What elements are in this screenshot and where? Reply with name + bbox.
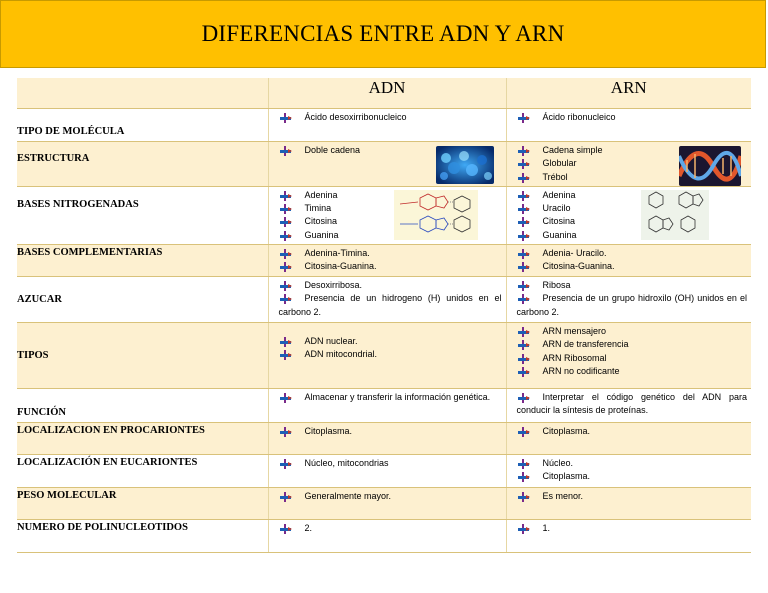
table-row xyxy=(17,186,751,244)
adn-cell xyxy=(268,389,506,423)
dna-base-pairs-diagram xyxy=(394,190,478,240)
bullet-icon xyxy=(279,459,291,469)
bullet-icon xyxy=(517,294,529,304)
list-item: Adenina-Timina. xyxy=(279,247,502,260)
bullet-icon xyxy=(517,472,529,482)
row-label: ESTRUCTURA xyxy=(17,142,268,187)
list-item: ARN Ribosomal xyxy=(517,352,748,365)
row-label: NUMERO DE POLINUCLEOTIDOS xyxy=(17,520,268,553)
list-item: ARN de transferencia xyxy=(517,338,748,351)
row-label: FUNCIÓN xyxy=(17,389,268,423)
list-item: Generalmente mayor. xyxy=(279,490,502,503)
list-item: Ribosa xyxy=(517,279,748,292)
bullet-icon xyxy=(279,294,291,304)
arn-cell xyxy=(506,245,751,277)
arn-cell xyxy=(506,142,751,187)
row-label: TIPOS xyxy=(17,323,268,389)
list-item: Citoplasma. xyxy=(279,425,502,438)
bullet-icon xyxy=(517,191,529,201)
list-item: Guanina xyxy=(517,229,748,242)
bullet-icon xyxy=(517,367,529,377)
arn-cell xyxy=(506,520,751,553)
column-header-adn: ADN xyxy=(268,78,506,109)
bullet-icon xyxy=(279,249,291,259)
bullet-icon xyxy=(517,231,529,241)
list-item: Citoplasma. xyxy=(517,425,748,438)
bullet-icon xyxy=(517,262,529,272)
list-item: Uracilo xyxy=(517,202,748,215)
list-item: Citosina-Guanina. xyxy=(517,260,748,273)
bullet-icon xyxy=(517,327,529,337)
bullet-icon xyxy=(279,113,291,123)
bullet-icon xyxy=(517,524,529,534)
bullet-icon xyxy=(517,427,529,437)
list-item: Citosina xyxy=(279,215,502,228)
adn-cell xyxy=(268,142,506,187)
adn-cell xyxy=(268,323,506,389)
dna-double-helix-image xyxy=(436,146,494,184)
arn-cell xyxy=(506,186,751,244)
bullet-icon xyxy=(517,459,529,469)
row-label: TIPO DE MOLÉCULA xyxy=(17,109,268,142)
table-row xyxy=(17,389,751,423)
bullet-icon xyxy=(517,340,529,350)
table-row xyxy=(17,277,751,323)
bullet-icon xyxy=(279,204,291,214)
bullet-icon xyxy=(279,217,291,227)
list-item: Presencia de un hidrogeno (H) unidos en el carbono 2. xyxy=(278,293,502,317)
adn-cell xyxy=(268,245,506,277)
list-item: Citosina xyxy=(517,215,748,228)
list-item: ARN mensajero xyxy=(517,325,748,338)
bullet-icon xyxy=(279,281,291,291)
bullet-icon xyxy=(517,492,529,502)
bullet-icon xyxy=(279,337,291,347)
row-label: PESO MOLECULAR xyxy=(17,488,268,520)
row-label: LOCALIZACIÓN EN EUCARIONTES xyxy=(17,455,268,488)
rna-helix-image xyxy=(679,146,741,186)
adn-cell xyxy=(268,520,506,553)
comparison-table xyxy=(17,78,751,553)
list-item: Globular xyxy=(517,157,748,170)
bullet-icon xyxy=(517,217,529,227)
table-row xyxy=(17,455,751,488)
adn-cell xyxy=(268,277,506,323)
list-item: Adenina xyxy=(279,189,502,202)
list-item: Presencia de un grupo hidroxilo (OH) unidos en el carbono 2. xyxy=(516,293,747,317)
bullet-icon xyxy=(279,146,291,156)
adn-cell xyxy=(268,455,506,488)
list-item: 1. xyxy=(517,522,748,535)
bullet-icon xyxy=(279,231,291,241)
bullet-icon xyxy=(517,173,529,183)
list-item: Guanina xyxy=(279,229,502,242)
header-empty-cell xyxy=(17,78,268,109)
bullet-icon xyxy=(517,159,529,169)
list-item: ADN nuclear. xyxy=(279,335,502,348)
arn-cell xyxy=(506,109,751,142)
bullet-icon xyxy=(279,350,291,360)
list-item: Trébol xyxy=(517,171,748,184)
list-item: Núcleo. xyxy=(517,457,748,470)
list-item: Almacenar y transferir la información genética. xyxy=(279,391,502,404)
bullet-icon xyxy=(279,191,291,201)
table-row xyxy=(17,423,751,455)
adn-cell xyxy=(268,423,506,455)
row-label: BASES NITROGENADAS xyxy=(17,186,268,244)
bullet-icon xyxy=(279,524,291,534)
bullet-icon xyxy=(279,262,291,272)
list-item: Es menor. xyxy=(517,490,748,503)
list-item: Ácido desoxirribonucleico xyxy=(279,111,502,124)
adn-cell xyxy=(268,109,506,142)
arn-cell xyxy=(506,277,751,323)
table-row xyxy=(17,520,751,553)
arn-cell xyxy=(506,323,751,389)
row-label: AZUCAR xyxy=(17,277,268,323)
table-row xyxy=(17,245,751,277)
bullet-icon xyxy=(517,354,529,364)
bullet-icon xyxy=(279,393,291,403)
header-row xyxy=(17,78,751,109)
list-item: Núcleo, mitocondrias xyxy=(279,457,502,470)
page-title: DIFERENCIAS ENTRE ADN Y ARN xyxy=(201,21,565,46)
adn-cell xyxy=(268,186,506,244)
arn-cell xyxy=(506,423,751,455)
table-row xyxy=(17,109,751,142)
bullet-icon xyxy=(517,393,529,403)
arn-cell xyxy=(506,389,751,423)
list-item: Doble cadena xyxy=(279,144,502,157)
list-item: Interpretar el código genético del ADN para conducir la síntesis de proteínas. xyxy=(516,392,747,416)
list-item: Desoxirribosa. xyxy=(279,279,502,292)
list-item: Citoplasma. xyxy=(517,470,748,483)
title-banner xyxy=(0,0,766,68)
bullet-icon xyxy=(517,146,529,156)
list-item: Timina xyxy=(279,202,502,215)
list-item: Ácido ribonucleico xyxy=(517,111,748,124)
table-row xyxy=(17,323,751,389)
list-item: ARN no codificante xyxy=(517,365,748,378)
bullet-icon xyxy=(517,204,529,214)
bullet-icon xyxy=(279,492,291,502)
arn-cell xyxy=(506,488,751,520)
column-header-arn: ARN xyxy=(506,78,751,109)
bullet-icon xyxy=(517,281,529,291)
table-row xyxy=(17,142,751,187)
list-item: Adenia- Uracilo. xyxy=(517,247,748,260)
bullet-icon xyxy=(517,113,529,123)
list-item: Cadena simple xyxy=(517,144,748,157)
row-label: BASES COMPLEMENTARIAS xyxy=(17,245,268,277)
rna-bases-diagram xyxy=(641,190,709,240)
list-item: Citosina-Guanina. xyxy=(279,260,502,273)
row-label: LOCALIZACION EN PROCARIONTES xyxy=(17,423,268,455)
arn-cell xyxy=(506,455,751,488)
bullet-icon xyxy=(279,427,291,437)
bullet-icon xyxy=(517,249,529,259)
adn-cell xyxy=(268,488,506,520)
table-row xyxy=(17,488,751,520)
list-item: Adenina xyxy=(517,189,748,202)
list-item: 2. xyxy=(279,522,502,535)
list-item: ADN mitocondrial. xyxy=(279,348,502,361)
